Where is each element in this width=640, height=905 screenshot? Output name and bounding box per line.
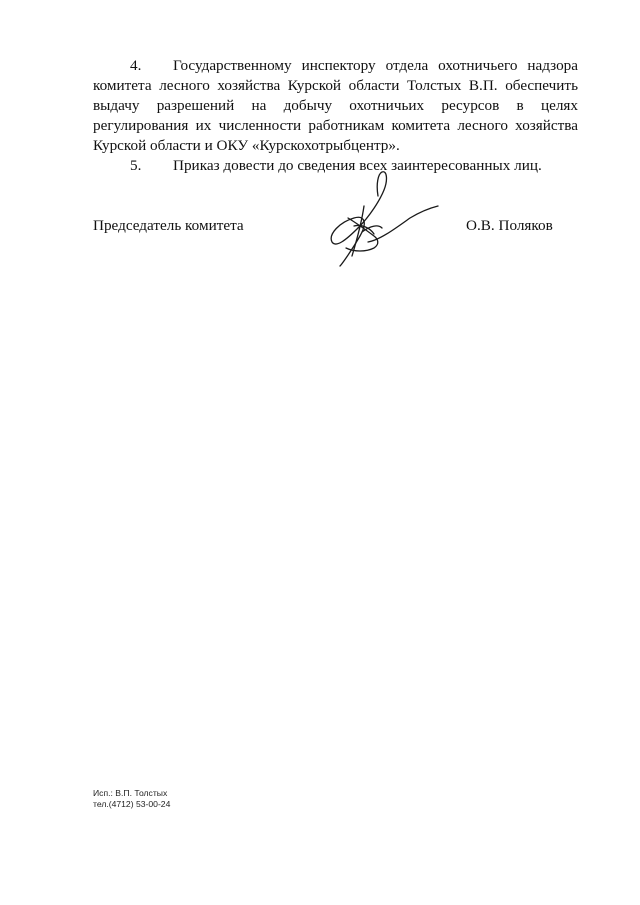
executor-name: Исп.: В.П. Толстых [93, 788, 168, 798]
item-number: 4. [130, 57, 142, 74]
executor-phone: тел.(4712) 53-00-24 [93, 799, 171, 809]
document-body [93, 56, 578, 176]
signatory-title: Председатель комитета [93, 217, 244, 234]
item-text: Приказ довести до сведения всех заинтересованных лиц. [173, 157, 542, 174]
executor-footer [93, 788, 170, 810]
list-item [93, 56, 578, 156]
handwritten-signature-icon [318, 166, 442, 270]
item-text: Государственному инспектору отдела охотничьего надзора комитета лесного хозяйства Курской области Толстых В.П. обеспечить выдачу разрешений на добычу охотничьих ресурсов в целях регулирования их численности работникам комитета лесного хозяйства Курской области и ОКУ «Курскохотрыбцентр». [93, 57, 578, 154]
item-number: 5. [130, 157, 142, 174]
signatory-name: О.В. Поляков [466, 217, 553, 234]
